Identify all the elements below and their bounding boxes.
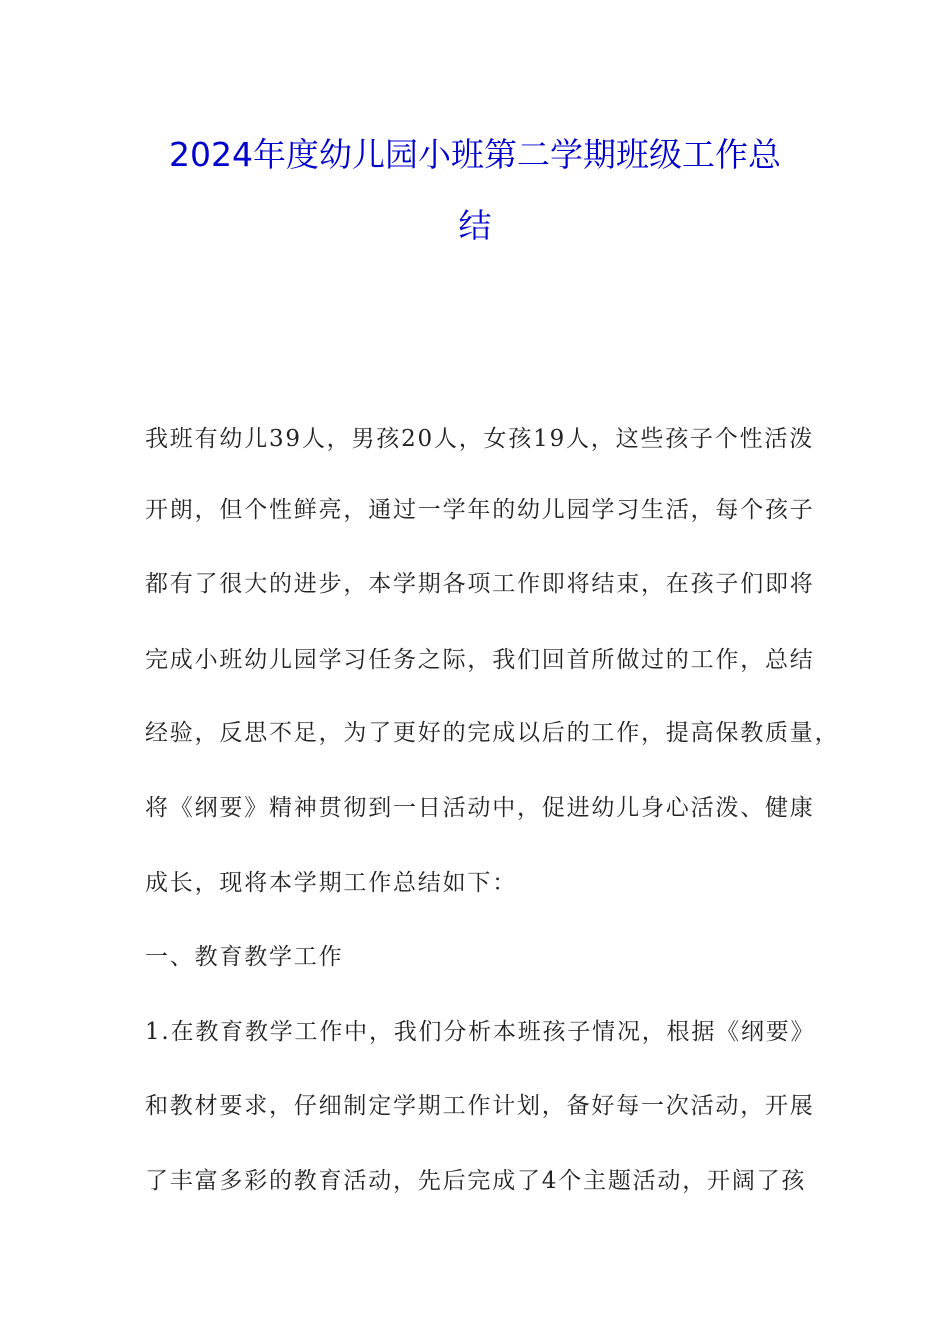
paragraph-line: 成长，现将本学期工作总结如下： — [145, 870, 517, 896]
paragraph-line: 我班有幼儿39人，男孩20人，女孩19人，这些孩子个性活泼 — [145, 426, 814, 452]
paragraph-line: 1.在教育教学工作中，我们分析本班孩子情况，根据《纲要》 — [145, 1019, 816, 1045]
paragraph-line: 和教材要求，仔细制定学期工作计划，备好每一次活动，开展 — [145, 1093, 815, 1119]
paragraph-line: 开朗，但个性鲜亮，通过一学年的幼儿园学习生活，每个孩子 — [145, 497, 815, 523]
paragraph-line: 都有了很大的进步，本学期各项工作即将结束，在孩子们即将 — [145, 571, 815, 597]
paragraph-line: 了丰富多彩的教育活动，先后完成了4个主题活动，开阔了孩 — [145, 1168, 807, 1194]
paragraph-line: 完成小班幼儿园学习任务之际，我们回首所做过的工作，总结 — [145, 647, 815, 673]
section-heading: 一、教育教学工作 — [145, 944, 344, 970]
document-title-line-1: 2024年度幼儿园小班第二学期班级工作总 — [169, 135, 781, 174]
paragraph-line: 经验，反思不足，为了更好的完成以后的工作，提高保教质量， — [145, 720, 840, 746]
paragraph-line: 将《纲要》精神贯彻到一日活动中，促进幼儿身心活泼、健康 — [145, 795, 815, 821]
document-title-line-2: 结 — [458, 206, 492, 245]
